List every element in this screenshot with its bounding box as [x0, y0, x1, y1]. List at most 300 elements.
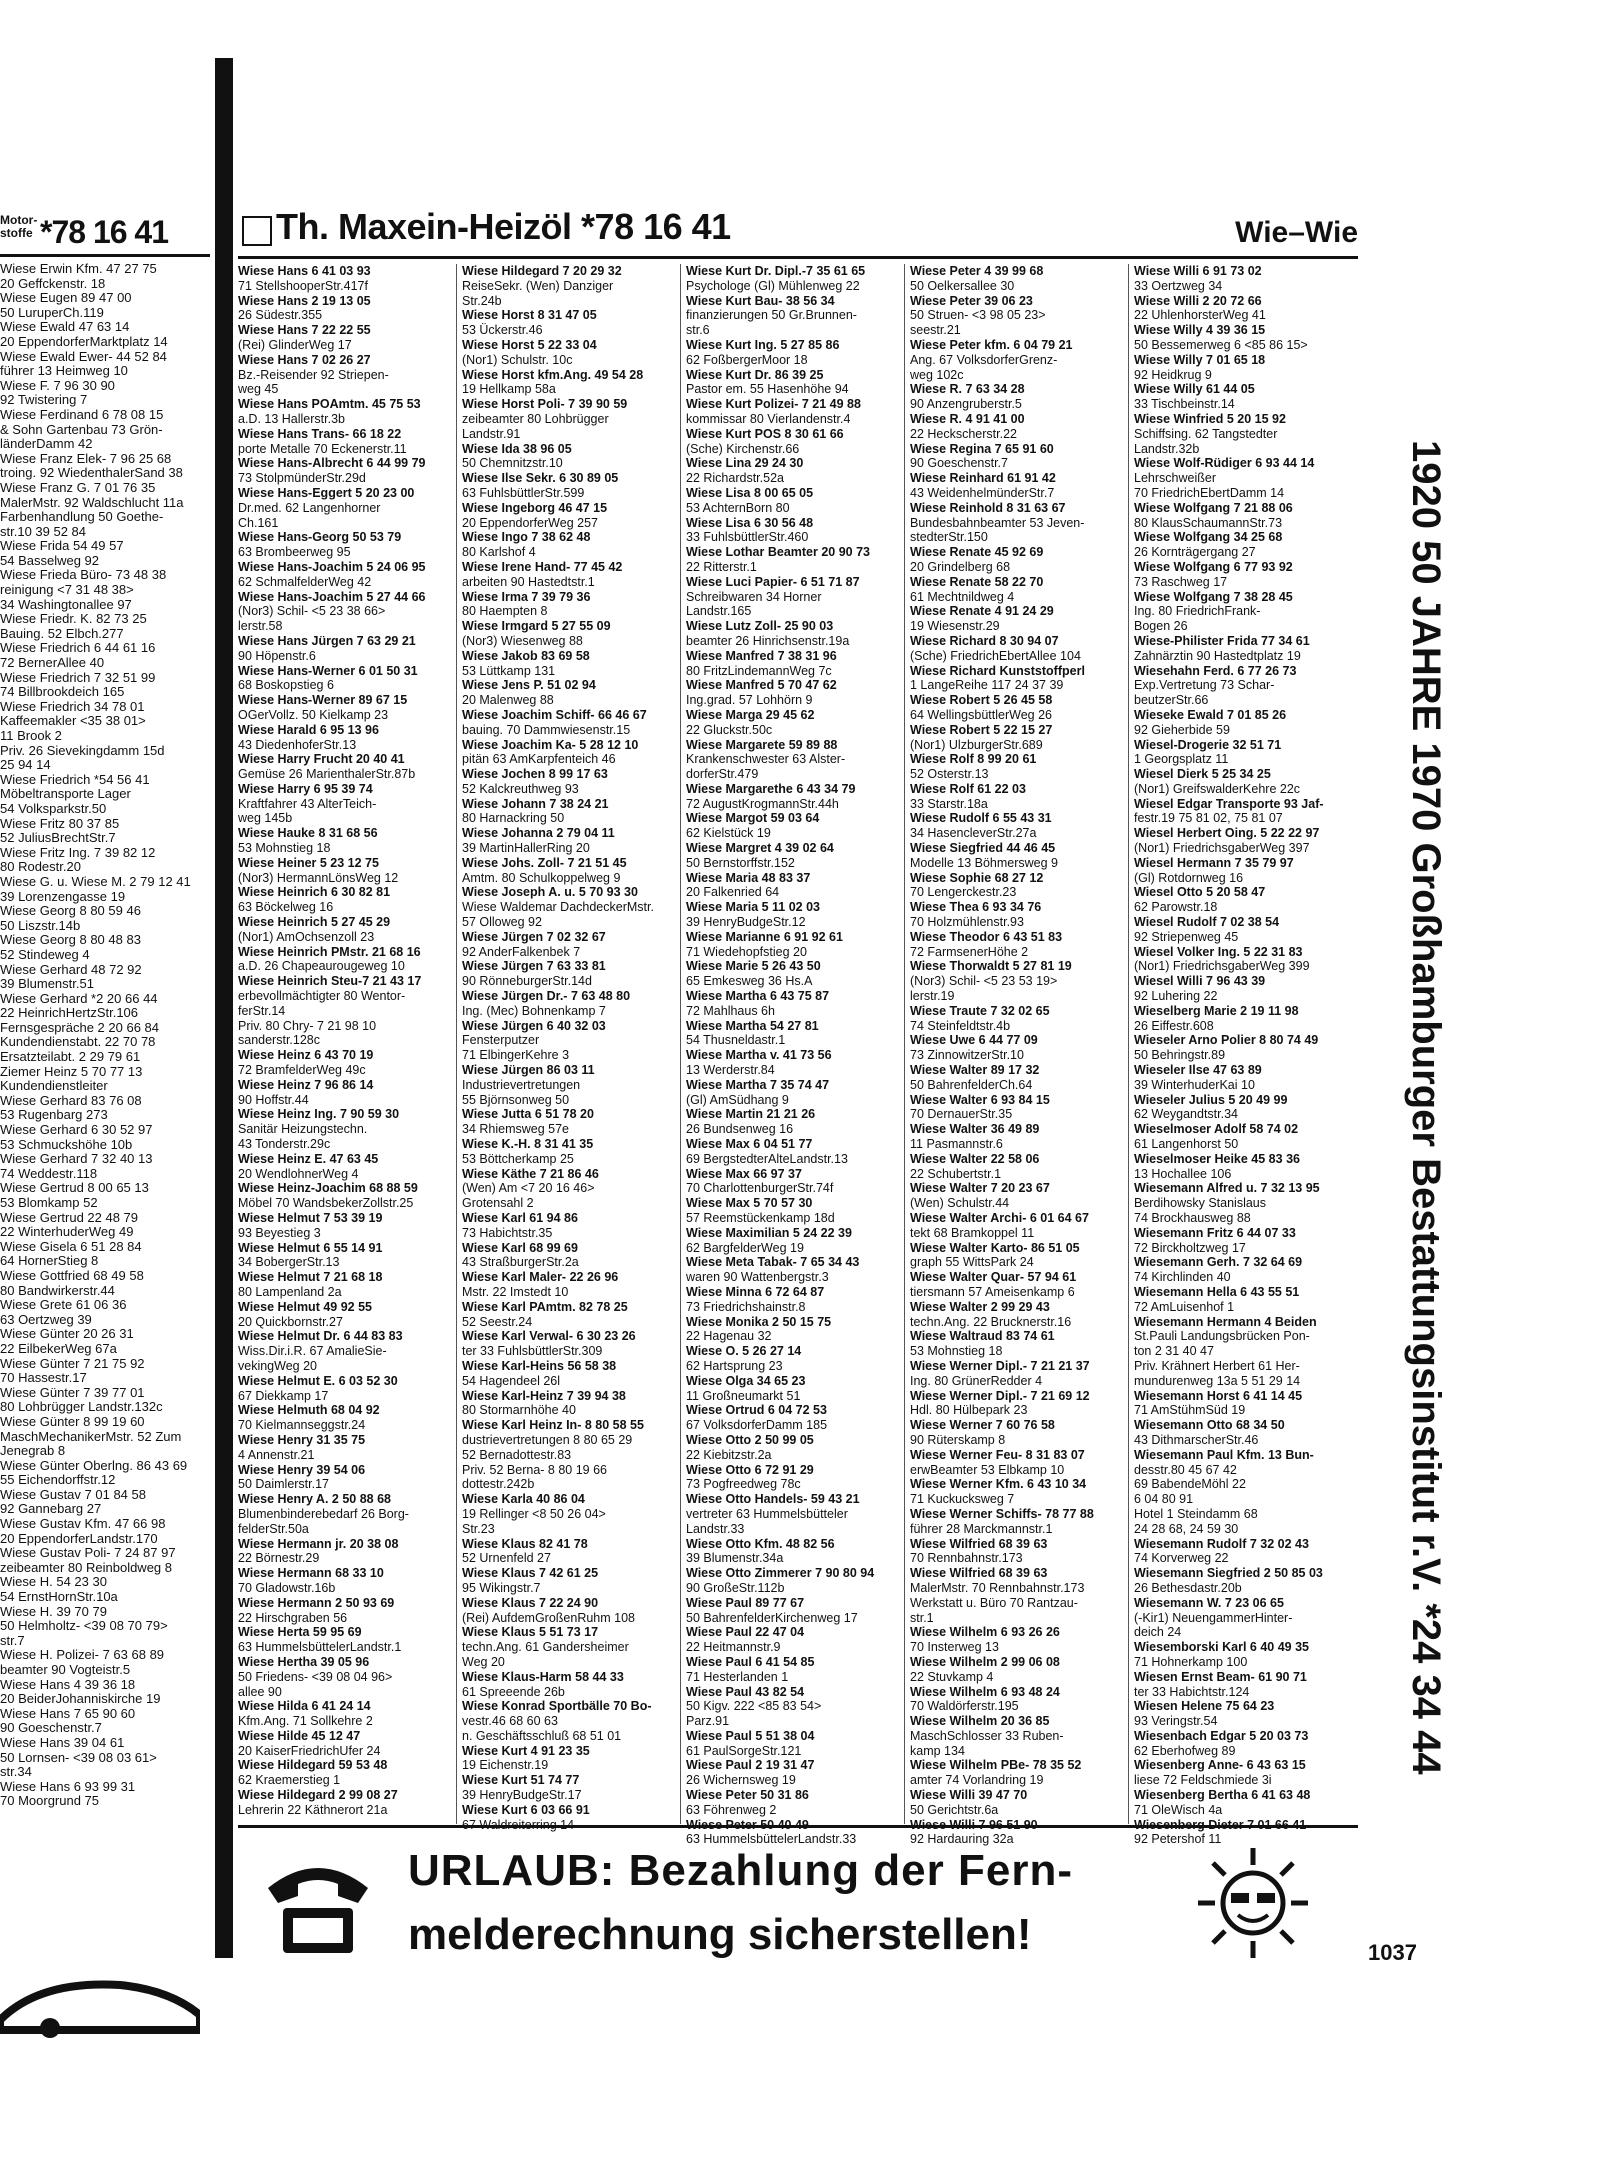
list-item: Wiese Heinz E. 47 63 45 — [238, 1151, 379, 1166]
list-item: Wiese Reinhard 61 91 42 — [910, 471, 1056, 486]
list-item: 6 04 80 91 — [1134, 1492, 1194, 1507]
list-item: Ing. 80 FriedrichFrank- — [1134, 604, 1261, 619]
list-item: 53 Mohnstieg 18 — [238, 841, 331, 856]
list-item: 72 BramfelderWeg 49c — [238, 1063, 366, 1078]
list-item: 63 Böckelweg 16 — [238, 900, 334, 915]
list-item: Wiese Max 6 04 51 77 — [686, 1137, 813, 1152]
list-item: 26 Bethesdastr.20b — [1134, 1580, 1242, 1595]
list-item: 22 Stuvkamp 4 — [910, 1669, 994, 1684]
list-item: str.1 — [910, 1610, 934, 1625]
list-item: bauing. 70 Dammwiesenstr.15 — [462, 722, 631, 737]
list-item: Gemüse 26 MarienthalerStr.87b — [238, 767, 416, 782]
list-item: 90 Anzengruberstr.5 — [910, 397, 1022, 412]
list-item: festr.19 75 81 02, 75 81 07 — [1134, 811, 1283, 826]
list-item: 39 Blumenstr.51 — [0, 977, 94, 992]
list-item: 52 Urnenfeld 27 — [462, 1551, 551, 1566]
list-item: Wiesel Rudolf 7 02 38 54 — [1134, 915, 1280, 930]
list-item: 53 Lüttkamp 131 — [462, 663, 556, 678]
list-item: Str.24b — [462, 293, 502, 308]
list-item: 43 Tonderstr.29c — [238, 1137, 331, 1152]
list-item: Wiese Hans 6 41 03 93 — [238, 264, 371, 278]
list-item: Kfm.Ang. 71 Sollkehre 2 — [238, 1714, 373, 1729]
list-item: Wiese Werner Dipl.- 7 21 69 12 — [910, 1388, 1090, 1403]
list-item: Wiese Franz Elek- 7 96 25 68 — [0, 451, 172, 466]
list-item: 64 WellingsbüttlerWeg 26 — [910, 707, 1052, 722]
list-item: Dr.med. 62 Langenhorner — [238, 500, 381, 515]
list-item: Wiese Otto Handels- 59 43 21 — [686, 1492, 860, 1507]
phone-book-logo-icon — [242, 216, 272, 246]
list-item: Wiesel Otto 5 20 58 47 — [1134, 885, 1266, 900]
list-item: Wiese Kurt 6 03 66 91 — [462, 1802, 590, 1817]
list-item: Wiese Fritz 80 37 85 — [0, 816, 120, 831]
list-item: Wiese Hans 7 22 22 55 — [238, 323, 371, 338]
list-item: Wiese Grete 61 06 36 — [0, 1298, 127, 1313]
list-item: Wiese Wilhelm 2 99 06 08 — [910, 1654, 1060, 1669]
list-item: Wiese Wilhelm PBe- 78 35 52 — [910, 1758, 1082, 1773]
list-item: 92 AnderFalkenbek 7 — [462, 944, 581, 959]
list-item: Wiese Horst 5 22 33 04 — [462, 337, 597, 352]
list-item: 50 Daimlerstr.17 — [238, 1477, 330, 1492]
list-item: 22 Kiebitzstr.2a — [686, 1447, 772, 1462]
list-item: Wiese Renate 58 22 70 — [910, 574, 1044, 589]
list-item: Wiese Werner Dipl.- 7 21 21 37 — [910, 1358, 1090, 1373]
list-item: Wiese Peter kfm. 6 04 79 21 — [910, 337, 1073, 352]
directory-page — [238, 200, 1538, 2080]
list-item: Wiese Wilhelm 6 93 48 24 — [910, 1684, 1060, 1699]
list-item: Wiese Heiner 5 23 12 75 — [238, 855, 379, 870]
list-item: 63 HummelsbüttelerLandstr.1 — [238, 1640, 402, 1655]
list-item: 11 Pasmannstr.6 — [910, 1137, 1003, 1152]
list-item: 70 Hassestr.17 — [0, 1371, 87, 1386]
list-item: 22 EilbekerWeg 67a — [0, 1341, 117, 1356]
list-item: 1 Georgsplatz 11 — [1134, 752, 1229, 767]
list-item: Wiese Gustav Poli- 7 24 87 97 — [0, 1546, 176, 1561]
list-item: Wiese Hans 4 39 36 18 — [0, 1677, 136, 1692]
list-item: Wiesel Dierk 5 25 34 25 — [1134, 767, 1271, 782]
list-item: 74 Steinfeldtstr.4b — [910, 1018, 1011, 1033]
list-item: Wiese Johann 7 38 24 21 — [462, 796, 609, 811]
list-item: kommissar 80 Vierlandenstr.4 — [686, 411, 851, 426]
list-item: Wiese Martha v. 41 73 56 — [686, 1048, 832, 1063]
list-item: Wiese Henry A. 2 50 88 68 — [238, 1492, 391, 1507]
list-item: Wiese Max 66 97 37 — [686, 1166, 802, 1181]
list-item: arbeiten 90 Hastedtstr.1 — [462, 574, 595, 589]
list-item: (Nor1) GreifswalderKehre 22c — [1134, 781, 1301, 796]
list-item: 54 Hagendeel 26l — [462, 1373, 560, 1388]
list-item: Wiesenbach Edgar 5 20 03 73 — [1134, 1728, 1309, 1743]
list-item: tekt 68 Bramkoppel 11 — [910, 1225, 1035, 1240]
list-item: 1 LangeReihe 117 24 37 39 — [910, 678, 1064, 693]
list-item: 55 Eichendorffstr.12 — [0, 1473, 116, 1488]
list-item: 25 94 14 — [0, 758, 51, 773]
list-item: MaschSchlosser 33 Ruben- — [910, 1728, 1064, 1743]
list-item: Wiese Gustav Kfm. 47 66 98 — [0, 1517, 166, 1532]
left-header-number: *78 16 41 — [40, 214, 169, 250]
list-item: Wiese Traute 7 32 02 65 — [910, 1003, 1050, 1018]
list-item: 43 StraßburgerStr.2a — [462, 1255, 579, 1270]
list-item: Wiesemann Hella 6 43 55 51 — [1134, 1284, 1300, 1299]
list-item: Wiese Ingeborg 46 47 15 — [462, 500, 608, 515]
list-item: Wiese Günter 7 39 77 01 — [0, 1385, 145, 1400]
list-item: 54 ErnstHornStr.10a — [0, 1590, 118, 1605]
list-item: Ang. 67 VolksdorferGrenz- — [910, 352, 1058, 367]
list-item: 20 EppendorferLandstr.170 — [0, 1531, 158, 1546]
list-item: Wiese Karla 40 86 04 — [462, 1492, 585, 1507]
list-item: Wiese Friedrich *54 56 41 — [0, 772, 150, 787]
list-item: Wiese Paul 2 19 31 47 — [686, 1758, 815, 1773]
list-item: Wiese Lutz Zoll- 25 90 03 — [686, 619, 834, 634]
list-item: Wiese H. 39 70 79 — [0, 1604, 107, 1619]
list-item: Wiese Kurt 51 74 77 — [462, 1773, 580, 1788]
list-item: 54 Volksparkstr.50 — [0, 801, 107, 816]
list-item: Wiese Kurt Bau- 38 56 34 — [686, 293, 835, 308]
list-item: führer 28 Marckmannstr.1 — [910, 1521, 1053, 1536]
list-item: Wiese Harry Frucht 20 40 41 — [238, 752, 405, 767]
list-item: Wieseke Ewald 7 01 85 26 — [1134, 707, 1287, 722]
list-item: 39 Lorenzengasse 19 — [0, 889, 126, 904]
list-item: str.7 — [0, 1633, 25, 1648]
list-item: Bz.-Reisender 92 Striepen- — [238, 367, 389, 382]
list-item: Wiese Kurt Polizei- 7 21 49 88 — [686, 397, 861, 412]
list-item: Wiese Walter 89 17 32 — [910, 1063, 1040, 1078]
list-item: 22 Richardstr.52a — [686, 471, 784, 486]
list-item: deich 24 — [1134, 1625, 1182, 1640]
list-item: 52 Seestr.24 — [462, 1314, 533, 1329]
list-item: Wiese Hans 39 04 61 — [0, 1735, 125, 1750]
list-item: 20 Malenweg 88 — [462, 693, 554, 708]
list-item: Wiese Walter Archi- 6 01 64 67 — [910, 1211, 1089, 1225]
list-item: beutzerStr.66 — [1134, 693, 1209, 708]
list-item: 50 Gerichtstr.6a — [910, 1802, 999, 1817]
list-item: 73 Pogfreedweg 78c — [686, 1477, 801, 1492]
list-item: Wiesemann Otto 68 34 50 — [1134, 1418, 1285, 1433]
list-item: liese 72 Feldschmiede 3i — [1134, 1773, 1272, 1788]
list-item: Wiesemann Gerh. 7 32 64 69 — [1134, 1255, 1303, 1270]
list-item: Wiese Margret 4 39 02 64 — [686, 841, 834, 856]
list-item: 62 Eberhofweg 89 — [1134, 1743, 1236, 1758]
list-item: Kundendienstleiter — [0, 1079, 108, 1094]
list-item: Wiese Henry 31 35 75 — [238, 1432, 366, 1447]
list-item: 50 Struen- <3 98 05 23> — [910, 308, 1046, 323]
list-item: Wiese Wolfgang 7 38 28 45 — [1134, 589, 1293, 604]
list-item: Wiese Kurt Ing. 5 27 85 86 — [686, 337, 840, 352]
list-item: Wiese Werner Feu- 8 31 83 07 — [910, 1447, 1085, 1462]
list-item: weg 102c — [910, 367, 964, 382]
list-item: 19 Hellkamp 58a — [462, 382, 556, 397]
list-item: Wiese Hans POAmtm. 45 75 53 — [238, 397, 421, 412]
list-item: Wiese Peter 4 39 99 68 — [910, 264, 1044, 278]
list-item: länderDamm 42 — [0, 437, 93, 452]
list-item: Wiese Otto 2 50 99 05 — [686, 1432, 814, 1447]
list-item: Wiese Werner Kfm. 6 43 10 34 — [910, 1477, 1087, 1492]
list-item: Wiese Willy 7 01 65 18 — [1134, 352, 1266, 367]
list-item: Wiese Hans 7 65 90 60 — [0, 1706, 136, 1721]
list-item: 70 Waldörferstr.195 — [910, 1699, 1019, 1714]
list-item: Wiese Heinz-Joachim 68 88 59 — [238, 1181, 418, 1196]
list-item: Wiese Paul 22 47 04 — [686, 1625, 805, 1640]
list-item: Wiese Georg 8 80 48 83 — [0, 933, 141, 948]
list-item: (Nor3) HermannLönsWeg 12 — [238, 870, 399, 885]
list-item: (Rei) GlinderWeg 17 — [238, 337, 352, 352]
list-item: Wiese Hans 2 19 13 05 — [238, 293, 371, 308]
list-item: Wiese Ferdinand 6 78 08 15 — [0, 407, 164, 422]
list-item: Grotensahl 2 — [462, 1196, 534, 1211]
list-item: 52 Bernadottestr.83 — [462, 1447, 572, 1462]
list-item: 70 Kielmannseggstr.24 — [238, 1418, 366, 1433]
list-item: Wiese Friedrich 6 44 61 16 — [0, 641, 156, 656]
list-item: 70 CharlottenburgerStr.74f — [686, 1181, 834, 1196]
list-item: Wiese Hermann 2 50 93 69 — [238, 1595, 395, 1610]
list-item: 50 LuruperCh.119 — [0, 305, 104, 320]
list-item: Wiese Helmut Dr. 6 44 83 83 — [238, 1329, 403, 1344]
list-item: Wiese Irmgard 5 27 55 09 — [462, 619, 611, 634]
list-item: Wiese Lisa 6 30 56 48 — [686, 515, 814, 530]
list-item: Exp.Vertretung 73 Schar- — [1134, 678, 1275, 693]
list-item: 62 Hartsprung 23 — [686, 1358, 783, 1373]
list-item: ton 2 31 40 47 — [1134, 1344, 1214, 1359]
list-item: Wiese Paul 5 51 38 04 — [686, 1728, 815, 1743]
list-item: Wiese Hermann jr. 20 38 08 — [238, 1536, 399, 1551]
list-item: 70 Gladowstr.16b — [238, 1580, 336, 1595]
list-item: Wiese Horst Poli- 7 39 90 59 — [462, 397, 628, 412]
list-item: 22 Börnestr.29 — [238, 1551, 320, 1566]
list-item: Kaffeemakler <35 38 01> — [0, 714, 146, 729]
list-item: mundurenweg 13a 5 51 29 14 — [1134, 1373, 1301, 1388]
list-item: Wiese Otto 6 72 91 29 — [686, 1462, 814, 1477]
list-item: Kundendienstabt. 22 70 78 — [0, 1035, 156, 1050]
list-item: Wiese Kurt 4 91 23 35 — [462, 1743, 590, 1758]
list-item: Zahnärztin 90 Hastedtplatz 19 — [1134, 648, 1301, 663]
list-item: 13 Werderstr.84 — [686, 1063, 775, 1078]
list-item: Ing.grad. 57 Lohhörn 9 — [686, 693, 813, 708]
list-item: reinigung <7 31 48 38> — [0, 583, 134, 598]
list-item: 53 Ückerstr.46 — [462, 323, 543, 338]
list-item: Wiese Martha 6 43 75 87 — [686, 989, 830, 1004]
list-item: Wiese Karl PAmtm. 82 78 25 — [462, 1299, 628, 1314]
page-header — [238, 200, 1358, 259]
list-item: Krankenschwester 63 Alster- — [686, 752, 846, 767]
list-item: 92 Petershof 11 — [1134, 1832, 1222, 1847]
list-item: Farbenhandlung 50 Goethe- — [0, 510, 164, 525]
list-item: Wiese Irene Hand- 77 45 42 — [462, 559, 623, 574]
list-item: Wiese Peter 39 06 23 — [910, 293, 1033, 308]
list-item: zeibeamter 80 Reinboldweg 8 — [0, 1560, 172, 1575]
entry-column-1 — [238, 264, 450, 1818]
list-item: Wiese Jürgen 7 63 33 81 — [462, 959, 606, 974]
list-item: Wiese Gisela 6 51 28 84 — [0, 1239, 142, 1254]
list-item: Wiese Hans-Joachim 5 27 44 66 — [238, 589, 426, 604]
list-item: Wiese Frieda Büro- 73 48 38 — [0, 568, 167, 583]
list-item: 70 Lengerckestr.23 — [910, 885, 1017, 900]
list-item: Wieseler Ilse 47 63 89 — [1134, 1063, 1262, 1078]
sun-with-sunglasses-icon — [1193, 1843, 1313, 1963]
entry-column-2 — [462, 264, 674, 1832]
list-item: Ing. (Mec) Bohnenkamp 7 — [462, 1003, 606, 1018]
list-item: MaschMechanikerMstr. 52 Zum — [0, 1429, 182, 1444]
list-item: 71 Hohnerkamp 100 — [1134, 1654, 1248, 1669]
list-item: 50 Behringstr.89 — [1134, 1048, 1226, 1063]
list-item: Wiese Paul 43 82 54 — [686, 1684, 805, 1699]
list-item: 13 Hochallee 106 — [1134, 1166, 1232, 1181]
list-item: Wiese Konrad Sportbälle 70 Bo- — [462, 1699, 652, 1714]
list-item: Wiese Werner 7 60 76 58 — [910, 1418, 1055, 1433]
list-item: amter 74 Vorlandring 19 — [910, 1773, 1044, 1788]
list-item: Lehrschweißer — [1134, 471, 1216, 486]
list-item: zeibeamter 80 Lohbrügger — [462, 411, 609, 426]
list-item: Wiese Joachim Ka- 5 28 12 10 — [462, 737, 639, 752]
list-item: 61 Spreeende 26b — [462, 1684, 565, 1699]
list-item: St.Pauli Landungsbrücken Pon- — [1134, 1329, 1310, 1344]
list-item: Landstr.33 — [686, 1521, 745, 1536]
list-item: Wiese Jürgen 86 03 11 — [462, 1063, 595, 1078]
entry-column-4 — [910, 264, 1122, 1847]
list-item: Wiese Jakob 83 69 58 — [462, 648, 590, 663]
list-item: Wiese Wolfgang 7 21 88 06 — [1134, 500, 1293, 515]
list-item: Wiese Helmut 6 55 14 91 — [238, 1240, 383, 1255]
list-item: 62 Kielstück 19 — [686, 826, 771, 841]
list-item: 73 ZinnowitzerStr.10 — [910, 1048, 1024, 1063]
list-item: (Sche) Kirchenstr.66 — [686, 441, 800, 456]
list-item: (Wen) Am <7 20 16 46> — [462, 1181, 595, 1196]
list-item: 50 Liszstr.14b — [0, 918, 81, 933]
list-item: Wiese Hans 6 93 99 31 — [0, 1779, 136, 1794]
list-item: 69 BergstedterAlteLandstr.13 — [686, 1151, 848, 1166]
list-item: Fernsgespräche 2 20 66 84 — [0, 1020, 159, 1035]
list-item: Sanitär Heizungstechn. — [238, 1122, 368, 1137]
list-item: Wiese Meta Tabak- 7 65 34 43 — [686, 1255, 860, 1270]
list-item: Wiese Thorwaldt 5 27 81 19 — [910, 959, 1072, 974]
list-item: 90 Goeschenstr.7 — [0, 1721, 102, 1736]
list-item: weg 145b — [238, 811, 293, 826]
list-item: Wiese Willi 2 20 72 66 — [1134, 293, 1262, 308]
list-item: 92 Gieherbide 59 — [1134, 722, 1230, 737]
list-item: Wiese Marga 29 45 62 — [686, 707, 815, 722]
left-header-label: Motor- stoffe — [0, 213, 38, 240]
list-item: Wiese Willi 7 96 51 90 — [910, 1817, 1038, 1832]
list-item: Wiese Lina 29 24 30 — [686, 456, 804, 471]
list-item: 19 Wiesenstr.29 — [910, 619, 1000, 634]
list-item: Wiese Sophie 68 27 12 — [910, 870, 1044, 885]
list-item: 80 KlausSchaumannStr.73 — [1134, 515, 1283, 530]
page-range: Wie–Wie — [1235, 216, 1358, 249]
list-item: ferStr.14 — [238, 1003, 286, 1018]
list-item: Ersatzteilabt. 2 29 79 61 — [0, 1050, 141, 1065]
list-item: Jenegrab 8 — [0, 1444, 66, 1459]
list-item: 50 Bessemerweg 6 <85 86 15> — [1134, 337, 1308, 352]
list-item: 57 Olloweg 92 — [462, 915, 542, 930]
list-item: 73 Habichtstr.35 — [462, 1225, 553, 1240]
list-item: 62 Parowstr.18 — [1134, 900, 1218, 915]
list-item: 92 Heidkrug 9 — [1134, 367, 1212, 382]
list-item: Wiese Hildegard 2 99 08 27 — [238, 1788, 398, 1803]
list-item: 22 UhlenhorsterWeg 41 — [1134, 308, 1266, 323]
list-item: Wiese Walter 22 58 06 — [910, 1151, 1040, 1166]
list-item: führer 13 Heimweg 10 — [0, 364, 128, 379]
list-item: Wiese Frida 54 49 57 — [0, 539, 124, 554]
list-item: seestr.21 — [910, 323, 961, 338]
list-item: Wiesel-Drogerie 32 51 71 — [1134, 737, 1282, 752]
list-item: graph 55 WittsPark 24 — [910, 1255, 1034, 1270]
list-item: Wieselberg Marie 2 19 11 98 — [1134, 1003, 1299, 1018]
list-item: (Gl) AmSüdhang 9 — [686, 1092, 789, 1107]
list-item: 92 Twistering 7 — [0, 393, 88, 408]
advert-line-1: URLAUB: Bezahlung der Fern- — [408, 1846, 1073, 1895]
list-item: waren 90 Wattenbergstr.3 — [686, 1270, 829, 1285]
list-item: (Nor1) FriedrichsgaberWeg 397 — [1134, 841, 1310, 856]
list-item: 80 Haempten 8 — [462, 604, 548, 619]
list-item: 93 Beyestieg 3 — [238, 1225, 321, 1240]
list-item: Wiesemann Rudolf 7 32 02 43 — [1134, 1536, 1309, 1551]
column-divider — [904, 264, 905, 1824]
list-item: Wiese Rolf 61 22 03 — [910, 781, 1026, 796]
list-item: (-Kir1) NeuengammerHinter- — [1134, 1610, 1293, 1625]
list-item: 20 KaiserFriedrichUfer 24 — [238, 1743, 381, 1758]
list-item: Wieseler Julius 5 20 49 99 — [1134, 1092, 1288, 1107]
list-item: sanderstr.128c — [238, 1033, 320, 1048]
list-item: Wiese Helmut 49 92 55 — [238, 1299, 372, 1314]
list-item: Wiese Waltraud 83 74 61 — [910, 1329, 1055, 1344]
list-item: 26 Kornträgergang 27 — [1134, 545, 1256, 560]
list-item: Wiese Friedrich 7 32 51 99 — [0, 670, 156, 685]
list-item: 80 Harnackring 50 — [462, 811, 565, 826]
list-item: Wiese Günter 8 99 19 60 — [0, 1414, 145, 1429]
list-item: Wiesemborski Karl 6 40 49 35 — [1134, 1640, 1309, 1655]
list-item: 90 Hoffstr.44 — [238, 1092, 309, 1107]
list-item: 20 Grindelberg 68 — [910, 559, 1011, 574]
list-item: 72 AmLuisenhof 1 — [1134, 1299, 1235, 1314]
list-item: Wiese Walter 6 93 84 15 — [910, 1092, 1050, 1107]
list-item: dustrievertretungen 8 80 65 29 — [462, 1432, 633, 1447]
list-item: 22 Hagenau 32 — [686, 1329, 772, 1344]
list-item: beamter 90 Vogteistr.5 — [0, 1663, 131, 1677]
list-item: Wiese Ilse Sekr. 6 30 89 05 — [462, 471, 619, 486]
list-item: 19 Eichenstr.19 — [462, 1758, 549, 1773]
list-item: 61 Langenhorst 50 — [1134, 1137, 1239, 1152]
list-item: Ch.161 — [238, 515, 279, 530]
list-item: 70 Rennbahnstr.173 — [910, 1551, 1023, 1566]
list-item: Wiese Kurt Dr. Dipl.-7 35 61 65 — [686, 264, 866, 278]
list-item: 50 Bernstorffstr.152 — [686, 855, 795, 870]
list-item: techn.Ang. 22 Brucknerstr.16 — [910, 1314, 1072, 1329]
list-item: Wiese Otto Kfm. 48 82 56 — [686, 1536, 835, 1551]
list-item: 95 Wikingstr.7 — [462, 1580, 541, 1595]
list-item: Wiese Franz G. 7 01 76 35 — [0, 480, 156, 495]
list-item: Wiese Walter 7 20 23 67 — [910, 1181, 1050, 1196]
list-item: Wiese Maria 5 11 02 03 — [686, 900, 821, 915]
list-item: 50 Helmholtz- <39 08 70 79> — [0, 1619, 168, 1634]
list-item: Wiese Heinrich 6 30 82 81 — [238, 885, 391, 900]
list-item: 80 Bandwirkerstr.44 — [0, 1283, 115, 1298]
list-item: 73 Raschweg 17 — [1134, 574, 1228, 589]
list-item: Wiese Heinrich Steu-7 21 43 17 — [238, 974, 422, 989]
list-item: Priv. 26 Sievekingdamm 15d — [0, 743, 165, 758]
list-item: Hdl. 80 Hülbepark 23 — [910, 1403, 1028, 1418]
list-item: Priv. Krähnert Herbert 61 Her- — [1134, 1358, 1300, 1373]
list-item: Wiese Klaus 82 41 78 — [462, 1536, 588, 1551]
list-item: 92 Hardauring 32a — [910, 1832, 1014, 1847]
list-item: 50 BahrenfelderCh.64 — [910, 1077, 1033, 1092]
list-item: Wiese Hauke 8 31 68 56 — [238, 826, 378, 841]
list-item: 20 Geffckenstr. 18 — [0, 276, 106, 291]
list-item: Wiese Wilhelm 20 36 85 — [910, 1714, 1050, 1729]
page-number: 1037 — [1368, 1940, 1417, 1965]
list-item: 33 FuhlsbüttlerStr.460 — [686, 530, 809, 545]
list-item: 63 Oertzweg 39 — [0, 1312, 92, 1327]
list-item: Wiese Günter 7 21 75 92 — [0, 1356, 145, 1371]
list-item: Wiese Gerhard *2 20 66 44 — [0, 991, 158, 1006]
list-item: Wieseler Arno Polier 8 80 74 49 — [1134, 1033, 1319, 1048]
list-item: MalerMstr. 70 Rennbahnstr.173 — [910, 1580, 1085, 1595]
